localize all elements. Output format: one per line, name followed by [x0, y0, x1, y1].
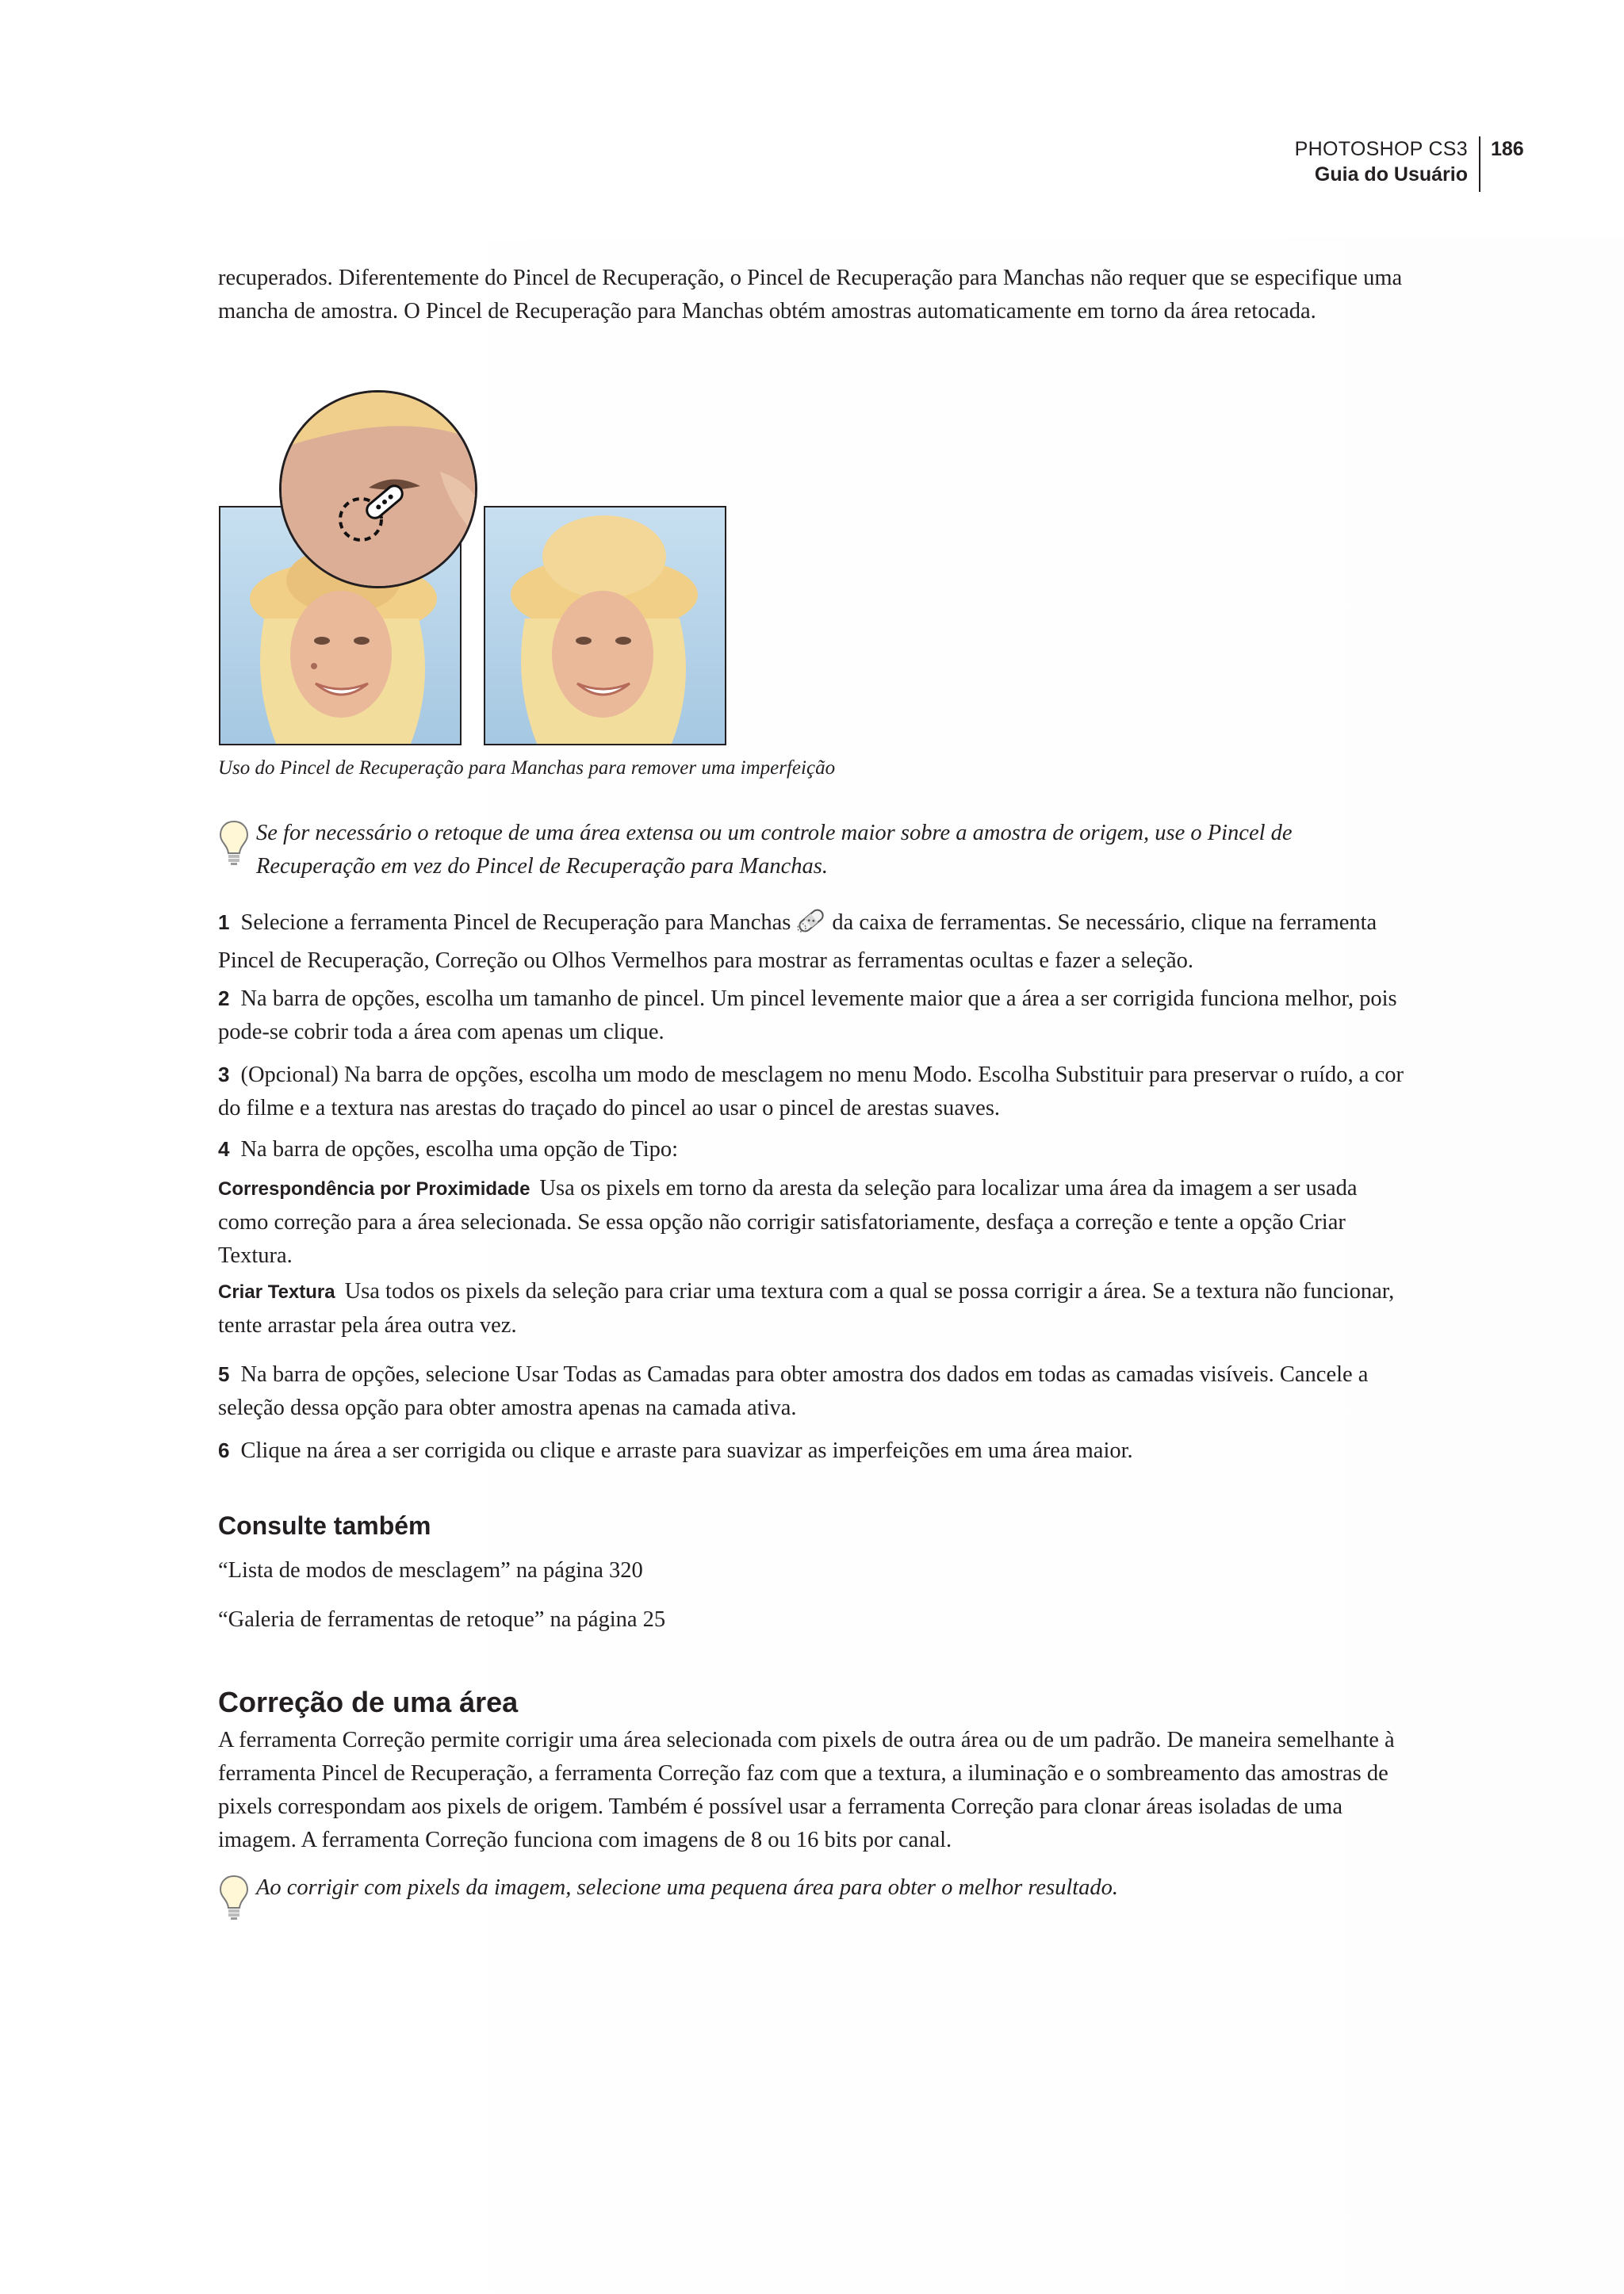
- section-paragraph: A ferramenta Correção permite corrigir uma área selecionada com pixels de outra área ou de um padrão. De maneira semelhante à ferramenta Pincel de Recuperação, a ferramenta Correção faz com que a textura, a iluminação e o sombreamento das amostras de pixels correspondam aos pixels de origem. Também é possível usar a ferramenta Correção para clonar áreas isoladas de uma imagem. A ferramenta Correção funciona com imagens de 8 ou 16 bits por canal.: [218, 1728, 1395, 1852]
- option-term: Criar Textura: [218, 1281, 335, 1303]
- guide-title: Guia do Usuário: [1314, 163, 1468, 186]
- lightbulb-icon: [218, 818, 250, 866]
- step-number: 4: [218, 1137, 230, 1161]
- step-number: 6: [218, 1438, 230, 1462]
- option-term: Correspondência por Proximidade: [218, 1178, 530, 1200]
- see-also-link[interactable]: “Lista de modos de mesclagem” na página 320: [218, 1558, 643, 1583]
- step-5: 5 Na barra de opções, selecione Usar Todas as Camadas para obter amostra dos dados em todas as camadas visíveis. Cancele a seleção dessa opção para obter amostra apenas na camada ativa.: [218, 1362, 1369, 1420]
- step-6: 6 Clique na área a ser corrigida ou clique e arraste para suavizar as imperfeições em uma área maior.: [218, 1438, 1133, 1463]
- tip-2: Ao corrigir com pixels da imagem, selecione uma pequena área para obter o melhor resultado.: [218, 1871, 1408, 1905]
- tip-1: Se for necessário o retoque de uma área extensa ou um controle maior sobre a amostra de origem, use o Pincel de Recuperação em vez do Pincel de Recuperação para Manchas.: [218, 817, 1408, 883]
- page-number: 186: [1491, 138, 1524, 160]
- step-number: 1: [218, 910, 230, 934]
- step-number: 2: [218, 986, 230, 1010]
- zoom-loupe: [279, 390, 477, 588]
- zoom-loupe-image: [282, 393, 475, 586]
- header-divider: [1479, 136, 1480, 192]
- intro-paragraph: recuperados. Diferentemente do Pincel de Recuperação, o Pincel de Recuperação para Manchas não requer que se especifique uma mancha de amostra. O Pincel de Recuperação para Manchas obtém amostras automaticamente em torno da área retocada.: [218, 266, 1403, 324]
- see-also-link[interactable]: “Galeria de ferramentas de retoque” na página 25: [218, 1607, 666, 1632]
- running-header: [1295, 136, 1468, 187]
- after-photo-image: [485, 507, 725, 744]
- product-title: PHOTOSHOP CS3: [1294, 138, 1468, 160]
- step-3: 3 (Opcional) Na barra de opções, escolha um modo de mesclagem no menu Modo. Escolha Substituir para preservar o ruído, a cor do filme e a textura nas arestas do traçado do pincel ao usar o pincel de arestas suaves.: [218, 1063, 1404, 1120]
- step-number: 5: [218, 1362, 230, 1386]
- step-1: 1 Selecione a ferramenta Pincel de Recuperação para Manchas da caixa de ferramentas. Se necessário, clique na ferramenta Pincel de Recuperação, Correção ou Olhos Vermelhos para mostrar as ferramentas ocultas e fazer a seleção.: [218, 906, 1408, 978]
- lightbulb-icon: [218, 1873, 250, 1921]
- option-proximity-match: Correspondência por Proximidade Usa os pixels em torno da aresta da seleção para localizar uma área da imagem a ser usada como correção para a área selecionada. Se essa opção não corrigir satisfatoriamente, desfaça a correção e tente a opção Criar Textura.: [218, 1176, 1358, 1268]
- step-number: 3: [218, 1063, 230, 1086]
- section-heading: Correção de uma área: [218, 1686, 519, 1718]
- after-photo: [484, 506, 726, 745]
- step-2: 2 Na barra de opções, escolha um tamanho de pincel. Um pincel levemente maior que a área a ser corrigida funciona melhor, pois pode-se cobrir toda a área com apenas um clique.: [218, 986, 1397, 1044]
- figure-caption: Uso do Pincel de Recuperação para Manchas para remover uma imperfeição: [218, 757, 836, 779]
- option-create-texture: Criar Textura Usa todos os pixels da seleção para criar uma textura com a qual se possa corrigir a área. Se a textura não funcionar, tente arrastar pela área outra vez.: [218, 1279, 1395, 1338]
- see-also-heading: Consulte também: [218, 1511, 431, 1540]
- step-4: 4 Na barra de opções, escolha uma opção de Tipo:: [218, 1137, 679, 1162]
- spot-healing-brush-icon: [795, 907, 827, 944]
